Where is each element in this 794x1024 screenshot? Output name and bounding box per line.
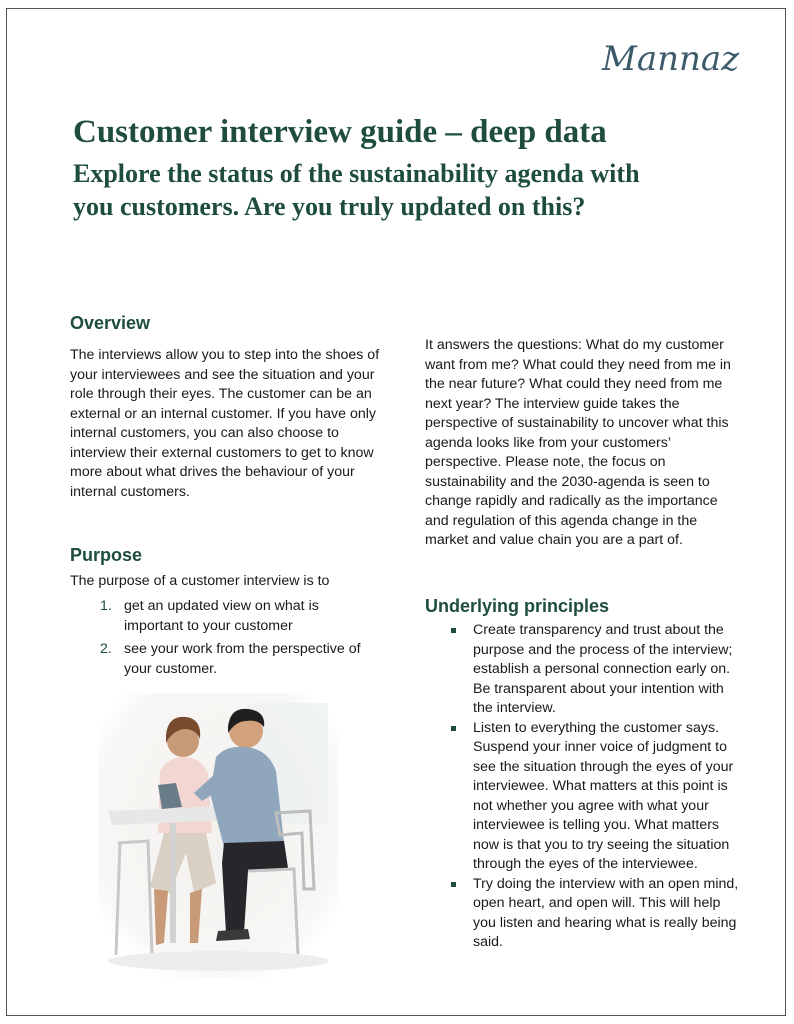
list-item: [449, 719, 739, 875]
logo-text: Mannaz: [602, 39, 740, 79]
questions-text: It answers the questions: What do my customer want from me? What could they need from me in the near future? What could they need from me next year? The interview guide takes the perspective of sustainability to uncover what this agenda looks like from your customers’ perspective. Please note, the focus on sustainability and the 2030-agenda is seen to change rapidly and radically as the importance and regulation of this agenda change in the market and value chain you are a part of.: [425, 337, 731, 548]
overview-text: The interviews allow you to step into the shoes of your interviewees and see the situation and your role through their eyes. The customer can be an external or an internal customer. If you have only internal customers, you can also choose to interview their external customers to get to know more about what drives the behaviour of your internal customers.: [70, 347, 380, 500]
list-item-text: Create transparency and trust about the purpose and the process of the interview; establish a personal connection early on. Be transparent about your intention with the interview.: [473, 622, 733, 716]
bullet-icon: [451, 726, 456, 731]
interview-photo: [98, 693, 338, 978]
page-title: Customer interview guide – deep data: [73, 114, 607, 150]
overview-heading: Overview: [70, 313, 151, 333]
principles-heading: Underlying principles: [425, 596, 610, 616]
mannaz-logo: [600, 34, 760, 84]
page-subtitle: [73, 157, 753, 223]
list-item-text: see your work from the perspective of your customer.: [124, 641, 361, 677]
purpose-heading: Purpose: [70, 545, 143, 565]
list-item: [449, 621, 739, 719]
subtitle-line-1: Explore the status of the sustainability agenda with: [73, 159, 640, 188]
list-number: 1.: [100, 598, 112, 614]
list-item: [449, 875, 739, 953]
bullet-icon: [451, 882, 456, 887]
principles-list: [449, 621, 739, 953]
purpose-intro: The purpose of a customer interview is to: [70, 573, 330, 589]
purpose-list: [100, 597, 380, 683]
subtitle-line-2: you customers. Are you truly updated on this?: [73, 192, 586, 221]
list-item-text: get an updated view on what is important to your customer: [124, 598, 319, 634]
bullet-icon: [451, 628, 456, 633]
list-item: [100, 640, 380, 679]
list-item-text: Listen to everything the customer says. Suspend your inner voice of judgment to see the situation through the eyes of your interviewee. What matters at this point is not whether you agree with what your interviewee is telling you. What matters now is that you to try seeing the situation through the eyes of the interviewee.: [473, 719, 734, 872]
list-number: 2.: [100, 641, 112, 657]
list-item: [100, 597, 380, 636]
list-item-text: Try doing the interview with an open mind, open heart, and open will. This will help you listen and hearing what is really being said.: [473, 875, 739, 950]
